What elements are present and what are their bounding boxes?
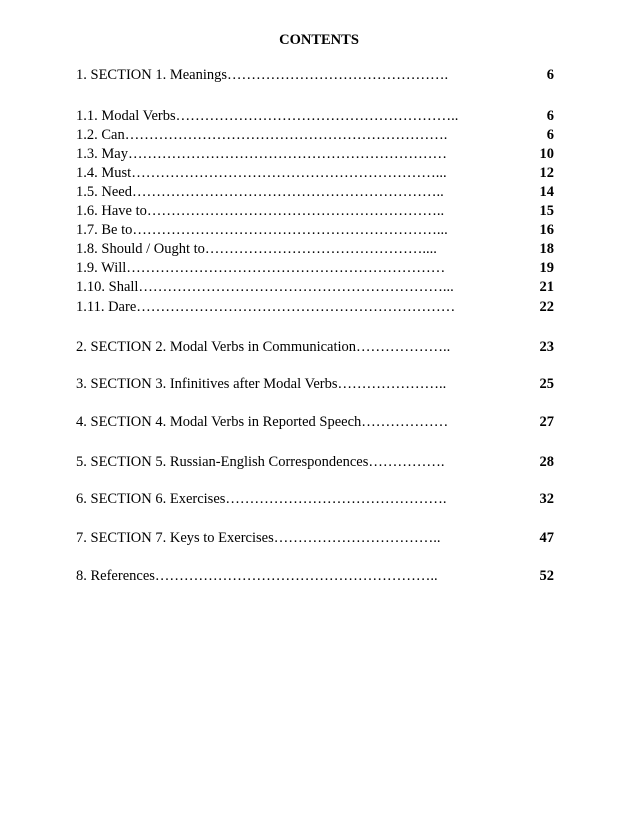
toc-entry-text: 4. SECTION 4. Modal Verbs in Reported Speech……………… <box>76 414 449 430</box>
toc-entry-page: 6 <box>546 127 554 143</box>
toc-entry-page: 25 <box>539 376 554 392</box>
toc-entry-page: 22 <box>539 299 554 315</box>
toc-entry <box>76 338 554 356</box>
toc-entry-text: 2. SECTION 2. Modal Verbs in Communication……………….. <box>76 339 451 355</box>
toc-entry-text: 1.6. Have to…………………………………………………….. <box>76 203 445 219</box>
page-title: CONTENTS <box>279 32 359 48</box>
toc-entry-page: 47 <box>539 530 554 546</box>
toc-entry <box>76 164 554 182</box>
toc-entry-text: 1.11. Dare………………………………………………………… <box>76 299 456 315</box>
toc-entry <box>76 202 554 220</box>
toc-entry-page: 15 <box>539 203 554 219</box>
toc-entry-page: 16 <box>539 222 554 238</box>
toc-entry <box>76 240 554 258</box>
toc-entry-page: 12 <box>539 165 554 181</box>
toc-entry-text: 1.9. Will………………………………………………………… <box>76 260 446 276</box>
toc-entry-page: 6 <box>546 108 554 124</box>
toc-entry <box>76 529 554 547</box>
toc-entry <box>76 490 554 508</box>
toc-entry <box>76 145 554 163</box>
toc-entry-page: 23 <box>539 339 554 355</box>
toc-entry-page: 18 <box>539 241 554 257</box>
toc-entry-page: 28 <box>539 454 554 470</box>
toc-entry <box>76 375 554 393</box>
toc-entry-page: 27 <box>539 414 554 430</box>
toc-entry-text: 5. SECTION 5. Russian-English Correspondences……………. <box>76 454 445 470</box>
toc-entry-text: 8. References………………………………………………….. <box>76 568 438 584</box>
toc-entry-text: 1.10. Shall………………………………………………………... <box>76 279 454 295</box>
toc-entry <box>76 278 554 296</box>
toc-entry-page: 19 <box>539 260 554 276</box>
toc-entry-text: 3. SECTION 3. Infinitives after Modal Verbs………………….. <box>76 376 447 392</box>
toc-entry-page: 21 <box>539 279 554 295</box>
toc-entry-page: 10 <box>539 146 554 162</box>
toc-entry <box>76 221 554 239</box>
toc-entry-text: 1.7. Be to………………………………………………………... <box>76 222 448 238</box>
toc-entry-text: 1.1. Modal Verbs………………………………………………….. <box>76 108 459 124</box>
toc-entry-text: 6. SECTION 6. Exercises………………………………………. <box>76 491 447 507</box>
toc-entry-text: 1.2. Can…………………………………………………………. <box>76 127 448 143</box>
toc-entry-page: 14 <box>539 184 554 200</box>
toc-entry-text: 1.4. Must………………………………………………………... <box>76 165 447 181</box>
toc-entry-page: 6 <box>546 67 554 83</box>
toc-entry <box>76 126 554 144</box>
toc-entry <box>76 567 554 585</box>
toc-entry-text: 7. SECTION 7. Keys to Exercises…………………………….. <box>76 530 441 546</box>
toc-entry <box>76 298 554 316</box>
toc-entry-page: 32 <box>539 491 554 507</box>
toc-entry-text: 1.5. Need……………………………………………………….. <box>76 184 444 200</box>
toc-entry <box>76 66 554 84</box>
toc-entry <box>76 107 554 125</box>
toc-entry <box>76 413 554 431</box>
toc-entry <box>76 453 554 471</box>
toc-entry-text: 1.3. May………………………………………………………… <box>76 146 447 162</box>
toc-entry <box>76 183 554 201</box>
toc-entry-page: 52 <box>539 568 554 584</box>
toc-entry <box>76 259 554 277</box>
toc-entry-text: 1.8. Should / Ought to……………………………………….... <box>76 241 437 257</box>
toc-entry-text: 1. SECTION 1. Meanings………………………………………. <box>76 67 449 83</box>
